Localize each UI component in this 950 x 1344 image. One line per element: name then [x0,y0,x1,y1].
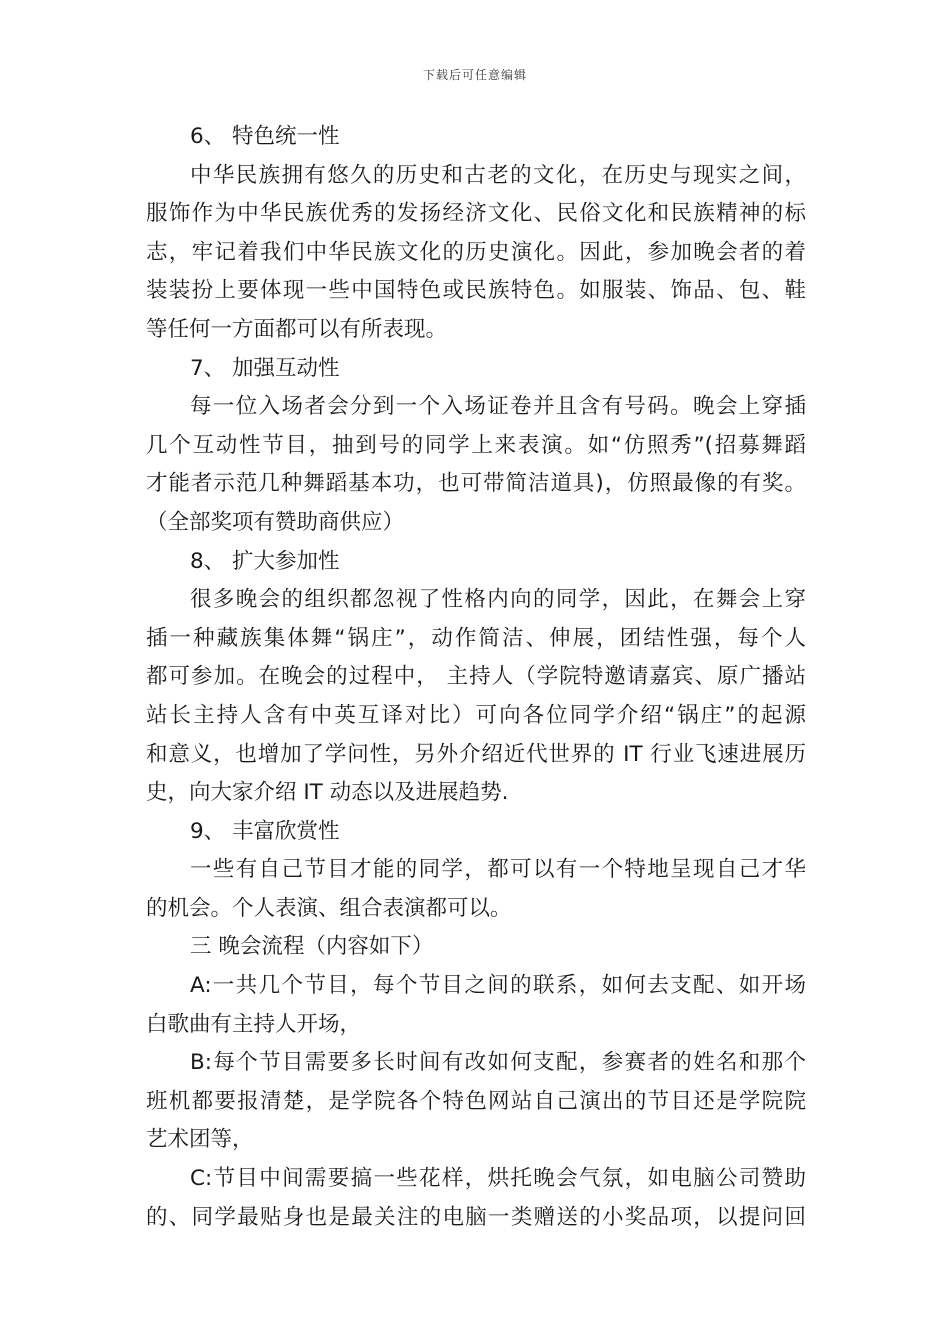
text-line: 9、 丰富欣赏性 [190,818,340,844]
text-line: 装装扮上要体现一些中国特色或民族特色。如服装、饰品、包、鞋 [146,278,806,304]
text-line: 插一种藏族集体舞“锅庄”，动作简洁、伸展，团结性强，每个人 [146,625,806,651]
text-line: 和意义，也增加了学问性，另外介绍近代世界的 IT 行业飞速进展历 [146,741,806,767]
text-line: 每一位入场者会分到一个入场证卷并且含有号码。晚会上穿插 [190,394,806,420]
text-line: 史，向大家介绍 IT 动态以及进展趋势. [146,780,509,806]
text-line: 班机都要报清楚，是学院各个特色网站自己演出的节目还是学院院 [146,1088,806,1114]
text-line: 一些有自己节目才能的同学，都可以有一个特地呈现自己才华 [190,857,806,883]
text-line: 很多晚会的组织都忽视了性格内向的同学，因此，在舞会上穿 [190,587,806,613]
text-line: A:一共几个节目，每个节目之间的联系，如何去支配、如开场 [190,973,806,999]
text-line: 站长主持人含有中英互译对比）可向各位同学介绍“锅庄”的起源 [146,702,806,728]
text-line: 等任何一方面都可以有所表现。 [146,316,448,342]
text-line: 的、同学最贴身也是最关注的电脑一类赠送的小奖品项，以提问回 [146,1204,806,1230]
text-line: 志，牢记着我们中华民族文化的历史演化。因此，参加晚会者的着 [146,239,806,265]
text-line: 7、 加强互动性 [190,355,340,381]
text-line: 都可参加。在晚会的过程中， 主持人（学院特邀请嘉宾、原广播站 [146,664,806,690]
text-line: 三 晚会流程（内容如下） [190,934,434,960]
text-line: 服饰作为中华民族优秀的发扬经济文化、民俗文化和民族精神的标 [146,201,806,227]
text-line: C:节目中间需要搞一些花样，烘托晚会气氛，如电脑公司赞助 [190,1166,806,1192]
text-line: 白歌曲有主持人开场， [146,1011,362,1037]
text-line: 中华民族拥有悠久的历史和古老的文化，在历史与现实之间， [190,162,806,188]
text-line: （全部奖项有赞助商供应） [146,509,405,535]
document-body [146,118,806,1237]
text-line: 几个互动性节目，抽到号的同学上来表演。如“仿照秀”(招募舞蹈 [146,432,806,458]
page-header: 下载后可任意编辑 [422,68,527,82]
text-line: 艺术团等， [146,1127,254,1153]
text-line: B:每个节目需要多长时间有改如何支配，参赛者的姓名和那个 [190,1050,806,1076]
text-line: 的机会。个人表演、组合表演都可以。 [146,895,512,921]
text-line: 8、 扩大参加性 [190,548,340,574]
text-line: 6、 特色统一性 [190,124,340,149]
text-line: 才能者示范几种舞蹈基本功，也可带简洁道具)，仿照最像的有奖。 [146,471,806,497]
